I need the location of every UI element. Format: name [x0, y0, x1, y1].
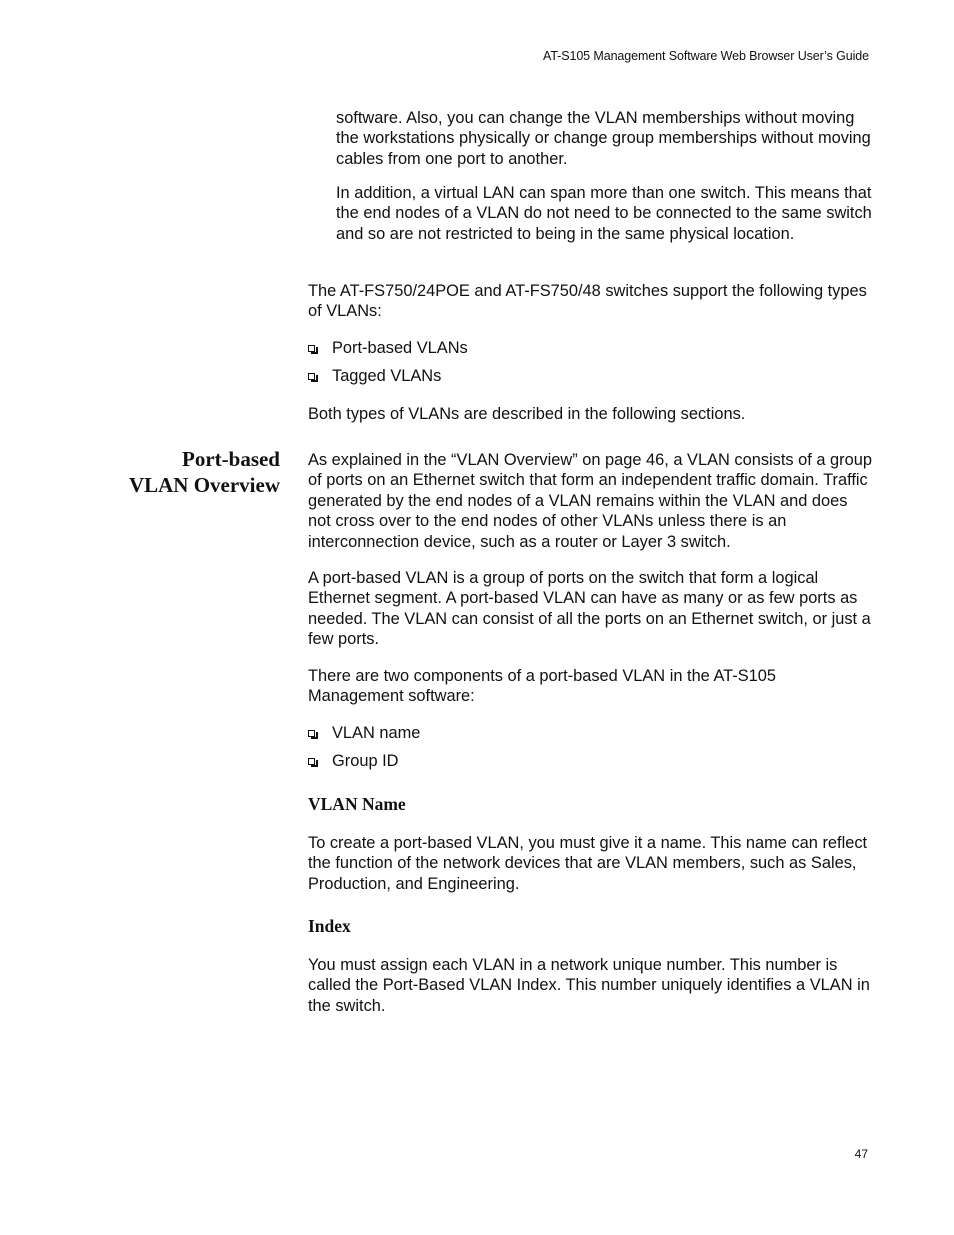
section-paragraph-2: A port-based VLAN is a group of ports on the switch that form a logical Ethernet segment. A port-based VLAN can have as many or as few ports as needed. The VLAN can consist of all the ports on an Ethernet switch, or just a few ports. — [308, 569, 871, 649]
index-heading: Index — [308, 916, 351, 936]
section-paragraph-3: There are two components of a port-based VLAN in the AT-S105 Management software: — [308, 667, 777, 706]
index-paragraph: You must assign each VLAN in a network unique number. This number is called the Port-Based VLAN Index. This number uniquely identifies a VLAN in the switch. — [308, 956, 870, 1015]
list-item — [308, 338, 468, 358]
box-bullet-icon — [308, 758, 315, 765]
intro-paragraph-4: Both types of VLANs are described in the following sections. — [308, 405, 746, 423]
box-bullet-icon — [308, 373, 315, 380]
list-item — [308, 751, 399, 771]
list-item-label: VLAN name — [332, 724, 421, 742]
intro-paragraph-3: The AT-FS750/24POE and AT-FS750/48 switches support the following types of VLANs: — [308, 282, 867, 321]
vlan-name-heading: VLAN Name — [308, 794, 406, 814]
section-heading — [129, 446, 280, 498]
box-bullet-icon — [308, 345, 315, 352]
intro-paragraph-2: In addition, a virtual LAN can span more than one switch. This means that the end nodes of a VLAN do not need to be connected to the same switch and so are not restricted to being in the same physical location. — [336, 184, 872, 243]
list-item-label: Port-based VLANs — [332, 339, 468, 357]
list-item — [308, 366, 441, 386]
list-item-label: Tagged VLANs — [332, 367, 442, 385]
intro-paragraph-1: software. Also, you can change the VLAN memberships without moving the workstations physically or change group memberships without moving cables from one port to another. — [336, 109, 871, 168]
section-heading-line-2: VLAN Overview — [128, 473, 280, 497]
section-paragraph-1: As explained in the “VLAN Overview” on page 46, a VLAN consists of a group of ports on an Ethernet switch that form an independent traffic domain. Traffic generated by the end nodes of a VLAN remains within the VLAN and does not cross over to the end nodes of other VLANs unless there is an interconnection device, such as a router or Layer 3 switch. — [308, 451, 872, 551]
section-heading-line-1: Port-based — [182, 447, 280, 471]
list-item-label: Group ID — [332, 752, 399, 770]
list-item — [308, 723, 420, 743]
page-number: 47 — [854, 1147, 868, 1161]
box-bullet-icon — [308, 730, 315, 737]
running-header: AT-S105 Management Software Web Browser User’s Guide — [543, 49, 869, 63]
vlan-name-paragraph: To create a port-based VLAN, you must give it a name. This name can reflect the function of the network devices that are VLAN members, such as Sales, Production, and Engineering. — [308, 834, 868, 893]
